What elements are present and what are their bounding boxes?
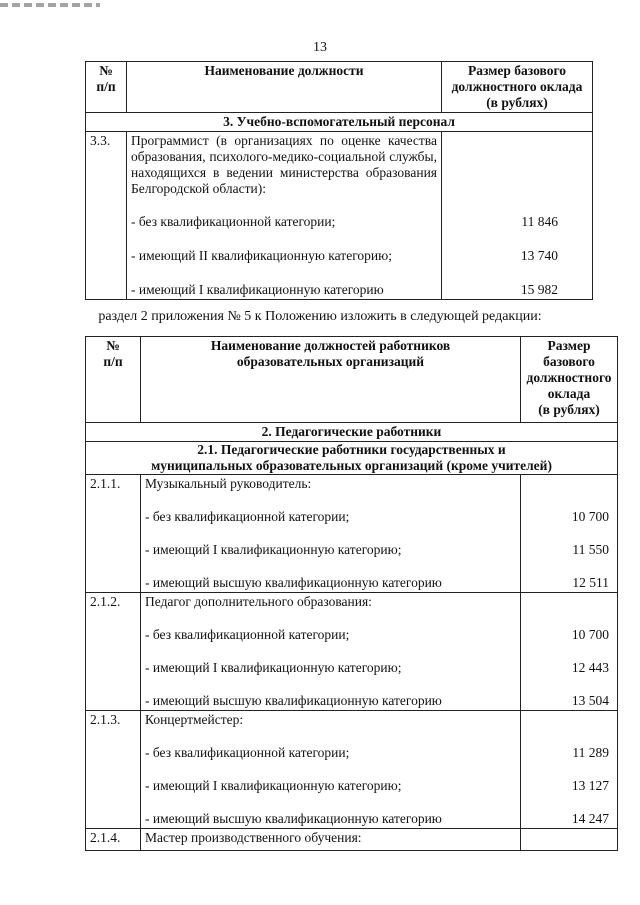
category-label: - имеющий высшую квалификационную категорию [145,693,442,708]
table-row [86,711,618,829]
header-line: оклада [547,386,591,401]
table-row [86,593,618,711]
subsection-title: 2.1. Педагогические работники государственных и муниципальных образовательных организаций (кроме учителей) [86,442,618,475]
header-line: Размер базового [467,63,567,78]
column-header-salary [442,62,593,113]
column-header-name [141,337,521,423]
section-title: 3. Учебно-вспомогательный персонал [86,113,593,132]
header-line: п/п [96,79,116,94]
position-cell [141,711,521,829]
header-line: п/п [103,354,123,369]
category-label: - имеющий высшую квалификационную категорию [145,811,442,826]
scan-artifact [0,3,100,7]
salary-table-pedagogical-staff [85,336,618,851]
row-number: 3.3. [86,132,127,300]
header-line: должностного [526,370,612,385]
category-label: - без квалификационной категории; [145,745,350,760]
salary-value: 15 982 [520,282,558,297]
position-cell [127,132,442,300]
row-number: 2.1.4. [86,829,141,851]
salary-cell [521,711,618,829]
header-line: базового [543,354,595,369]
salary-value: 11 289 [572,745,609,760]
salary-value: 10 700 [571,509,609,524]
section-row [86,423,618,442]
position-title: Мастер производственного обучения: [145,830,362,845]
header-line: № [106,338,120,353]
position-title: Программист (в организациях по оценке качества образования, психолого-медико-социальной службы, находящихся в ведении министерства образования Белгородской области): [131,133,437,196]
header-line: образовательных организаций [236,354,425,369]
header-line: (в рублях) [538,402,600,417]
table-row [86,475,618,593]
header-line: должностного оклада [451,79,583,94]
position-title: Концертмейстер: [145,712,244,727]
category-label: - без квалификационной категории; [145,509,350,524]
row-number: 2.1.1. [86,475,141,593]
category-label: - имеющий I квалификационную категорию [131,282,384,297]
salary-cell [521,475,618,593]
salary-value: 11 550 [572,542,609,557]
column-header-num [86,62,127,113]
category-label: - имеющий I квалификационную категорию; [145,660,402,675]
salary-value: 13 127 [571,778,609,793]
category-label: - имеющий I квалификационную категорию; [145,542,402,557]
category-label: - имеющий высшую квалификационную категорию [145,575,442,590]
column-header-salary [521,337,618,423]
category-label: - имеющий I квалификационную категорию; [145,778,402,793]
intro-paragraph: раздел 2 приложения № 5 к Положению изложить в следующей редакции: [98,309,542,324]
salary-value: 13 504 [571,693,609,708]
salary-value: 13 740 [520,248,558,263]
row-number: 2.1.2. [86,593,141,711]
salary-cell [521,593,618,711]
position-cell [141,829,521,851]
position-title: Музыкальный руководитель: [145,476,312,491]
salary-value: 12 443 [571,660,609,675]
header-line: № [99,63,113,78]
table-header-row [86,337,618,423]
page-number: 13 [313,40,327,55]
position-title: Педагог дополнительного образования: [145,594,372,609]
column-header-num [86,337,141,423]
subsection-row [86,442,618,475]
category-label: - без квалификационной категории; [131,214,336,229]
position-cell [141,475,521,593]
position-cell [141,593,521,711]
salary-value: 11 846 [521,214,558,229]
section-row [86,113,593,132]
table-row [86,829,618,851]
salary-cell [442,132,593,300]
salary-value: 12 511 [572,575,609,590]
header-line: Наименование должностей работников [210,338,451,353]
row-number: 2.1.3. [86,711,141,829]
salary-cell [521,829,618,851]
category-label: - без квалификационной категории; [145,627,350,642]
salary-value: 10 700 [571,627,609,642]
section-title: 2. Педагогические работники [86,423,618,442]
table-header-row [86,62,593,113]
salary-table-support-staff [85,61,593,300]
salary-value: 14 247 [571,811,609,826]
category-label: - имеющий II квалификационную категорию; [131,248,392,263]
header-line: (в рублях) [486,95,548,110]
column-header-name: Наименование должности [127,62,442,113]
table-row [86,132,593,300]
header-line: Размер [547,338,591,353]
